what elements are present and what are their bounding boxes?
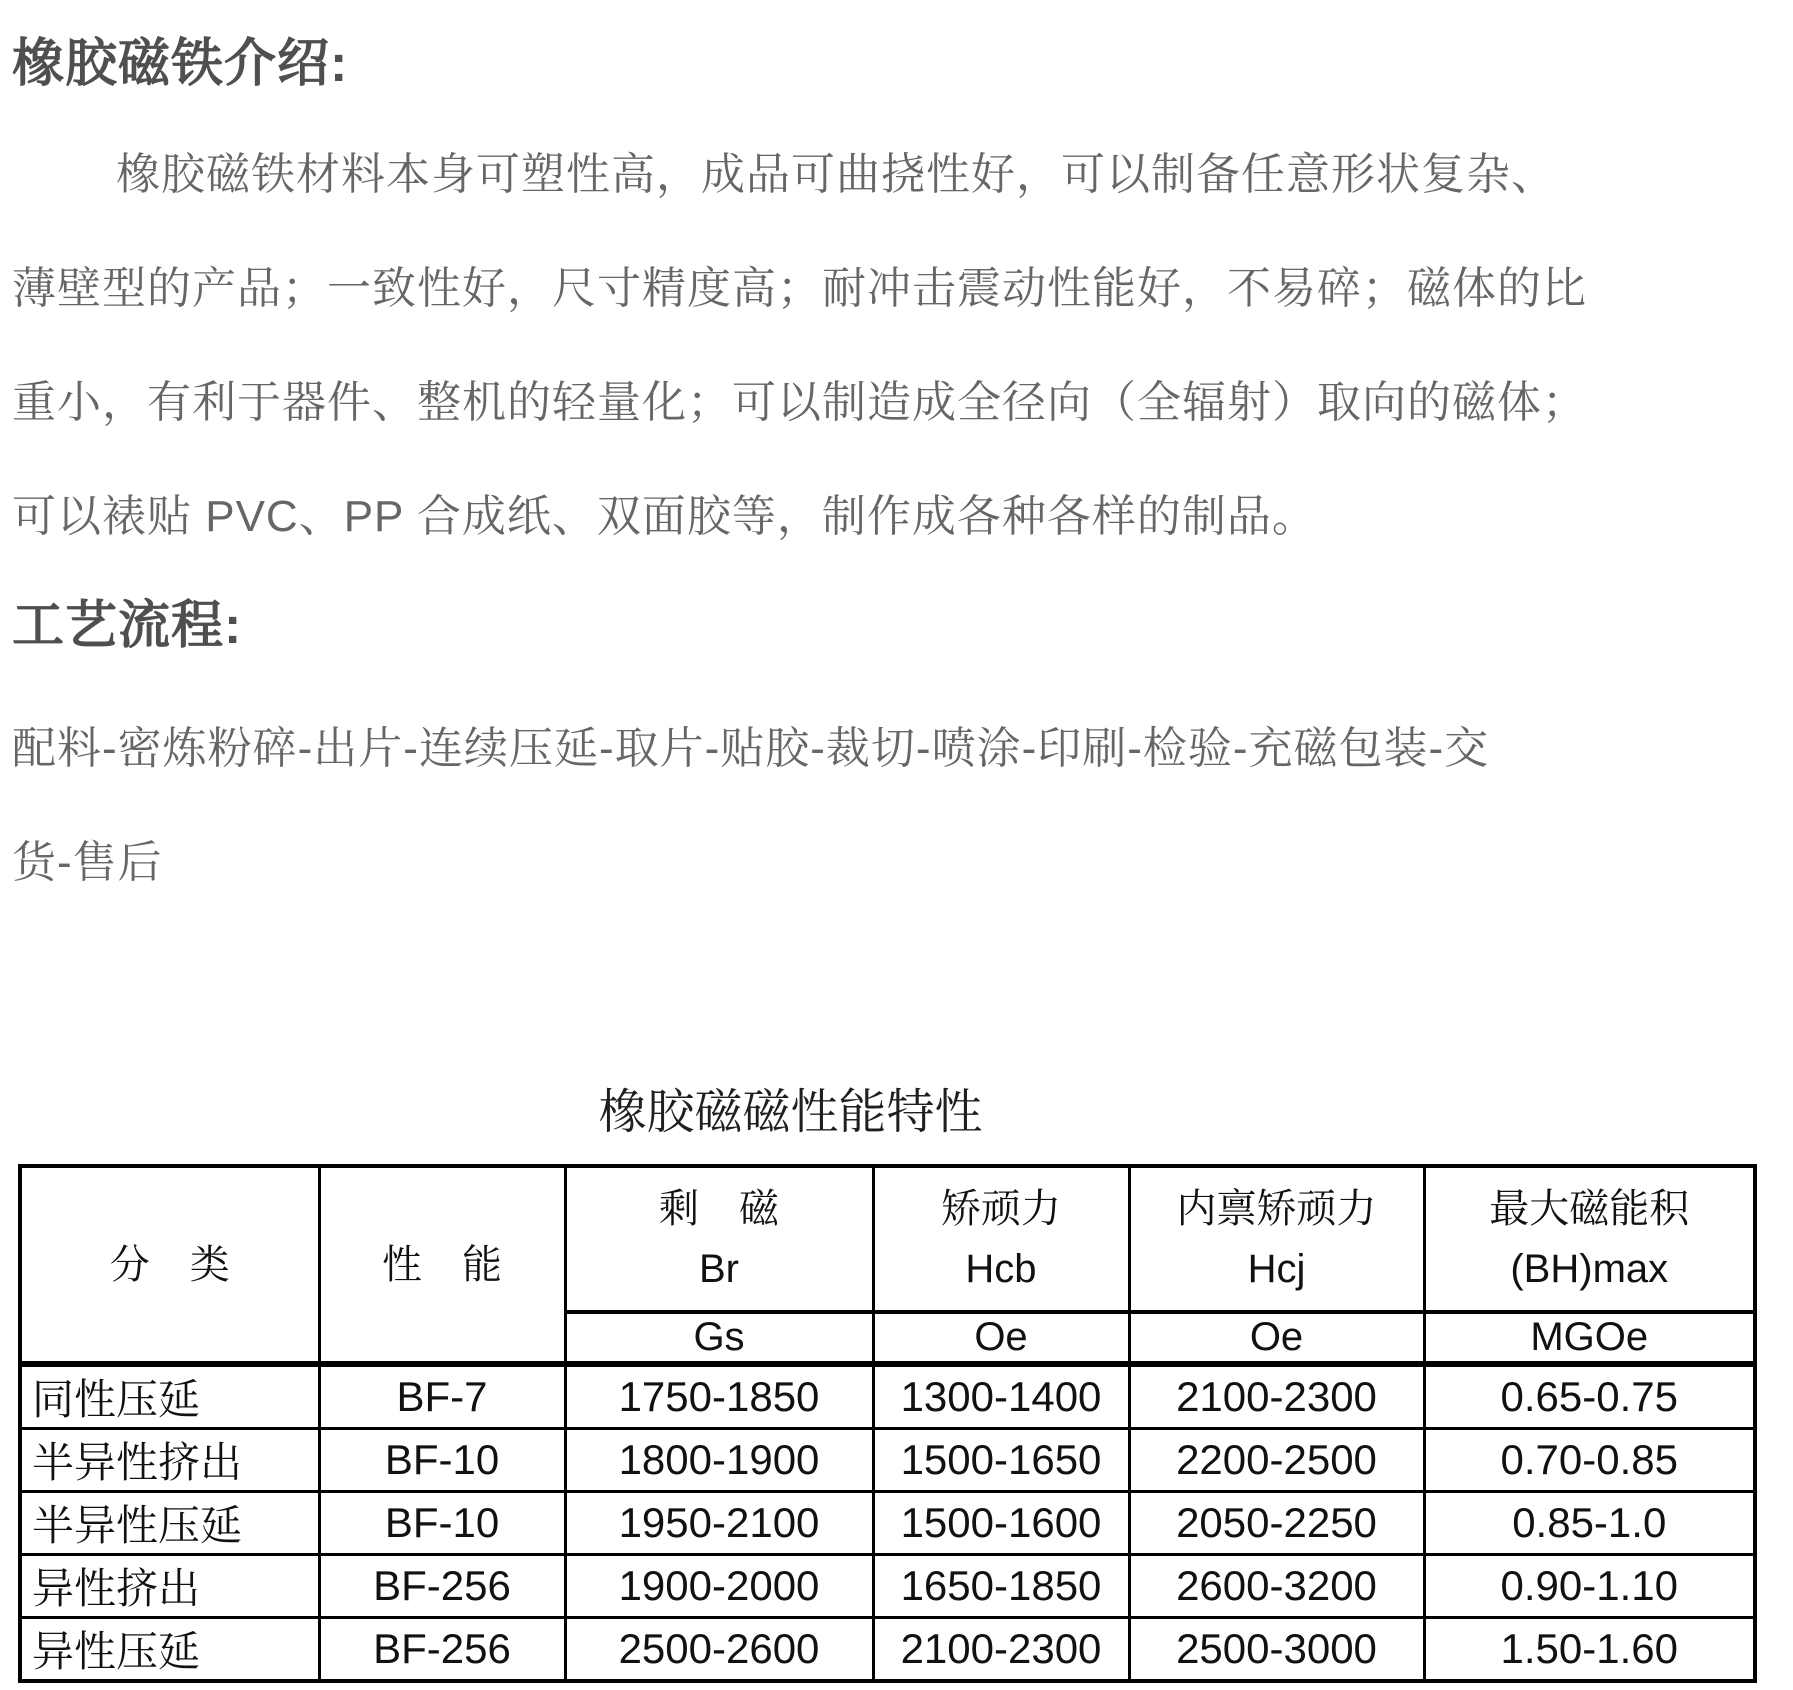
paragraph-line: 配料-密炼粉碎-出片-连续压延-取片-贴胶-裁切-喷涂-印刷-检验-充磁包装-交 [12,724,1490,773]
col-header-category [20,1166,319,1364]
paragraph-line: 橡胶磁铁材料本身可塑性高，成品可曲挠性好，可以制备任意形状复杂、 [116,150,1556,199]
value-cell: 2100-2300 [873,1618,1129,1682]
col-header-hcj-symbol: Hcj [1247,1247,1306,1291]
value-cell: BF-10 [319,1492,565,1555]
col-header-hcb [873,1166,1129,1312]
value-cell: 1500-1650 [873,1429,1129,1492]
value-cell: 0.90-1.10 [1424,1555,1755,1618]
category-cell: 异性压延 [20,1618,319,1682]
table-row [20,1555,1755,1618]
intro-heading: 橡胶磁铁介绍: [12,35,349,93]
table-row [20,1364,1755,1429]
col-header-br [565,1166,873,1312]
paragraph-line: 重小，有利于器件、整机的轻量化；可以制造成全径向（全辐射）取向的磁体； [12,378,1587,427]
value-cell: 1750-1850 [565,1364,873,1429]
value-cell: 0.65-0.75 [1424,1364,1755,1429]
table-row [20,1618,1755,1682]
value-cell: BF-10 [319,1429,565,1492]
value-cell: 1.50-1.60 [1424,1618,1755,1682]
value-cell: 1300-1400 [873,1364,1129,1429]
table-body [20,1364,1755,1681]
value-cell: 0.70-0.85 [1424,1429,1755,1492]
paragraph-line: 货-售后 [12,838,163,887]
value-cell: BF-256 [319,1618,565,1682]
col-header-hcj-name: 内禀矫顽力 [1176,1187,1377,1231]
value-cell: 1500-1600 [873,1492,1129,1555]
col-header-hcj [1129,1166,1424,1312]
table-row [20,1492,1755,1555]
value-cell: 1650-1850 [873,1555,1129,1618]
header-row-main [20,1166,1755,1312]
col-header-performance [319,1166,565,1364]
category-cell: 异性挤出 [20,1555,319,1618]
intro-paragraph [12,118,1781,574]
process-paragraph [12,692,1781,920]
unit-cell-oe-hcb: Oe [873,1312,1129,1364]
col-header-hcb-symbol: Hcb [965,1247,1037,1291]
paragraph-line: 薄壁型的产品；一致性好，尺寸精度高；耐冲击震动性能好，不易碎；磁体的比 [12,264,1587,313]
magnetic-properties-table [18,1164,1757,1683]
value-cell: 2100-2300 [1129,1364,1424,1429]
value-cell: 1950-2100 [565,1492,873,1555]
value-cell: BF-256 [319,1555,565,1618]
unit-cell-mgoe: MGOe [1424,1312,1755,1364]
value-cell: 1800-1900 [565,1429,873,1492]
value-cell: 2500-3000 [1129,1618,1424,1682]
category-cell: 半异性压延 [20,1492,319,1555]
col-header-br-name: 剩 磁 [659,1187,779,1231]
category-cell: 同性压延 [20,1364,319,1429]
col-header-performance-label: 性 能 [382,1242,502,1287]
unit-cell-oe-hcj: Oe [1129,1312,1424,1364]
value-cell: 0.85-1.0 [1424,1492,1755,1555]
col-header-br-symbol: Br [699,1247,739,1291]
value-cell: 1900-2000 [565,1555,873,1618]
col-header-bhmax [1424,1166,1755,1312]
col-header-category-label: 分 类 [109,1242,230,1287]
process-heading: 工艺流程: [12,597,243,655]
paragraph-line: 可以裱贴 PVC、PP 合成纸、双面胶等，制作成各种各样的制品。 [12,492,1317,541]
category-cell: 半异性挤出 [20,1429,319,1492]
col-header-bhmax-name: 最大磁能积 [1489,1187,1690,1231]
col-header-hcb-name: 矫顽力 [941,1187,1061,1231]
value-cell: 2500-2600 [565,1618,873,1682]
value-cell: 2600-3200 [1129,1555,1424,1618]
value-cell: 2050-2250 [1129,1492,1424,1555]
unit-cell-gs: Gs [565,1312,873,1364]
table-row [20,1429,1755,1492]
value-cell: BF-7 [319,1364,565,1429]
col-header-bhmax-symbol: (BH)max [1510,1247,1669,1291]
table-title: 橡胶磁磁性能特性 [598,1086,983,1139]
value-cell: 2200-2500 [1129,1429,1424,1492]
